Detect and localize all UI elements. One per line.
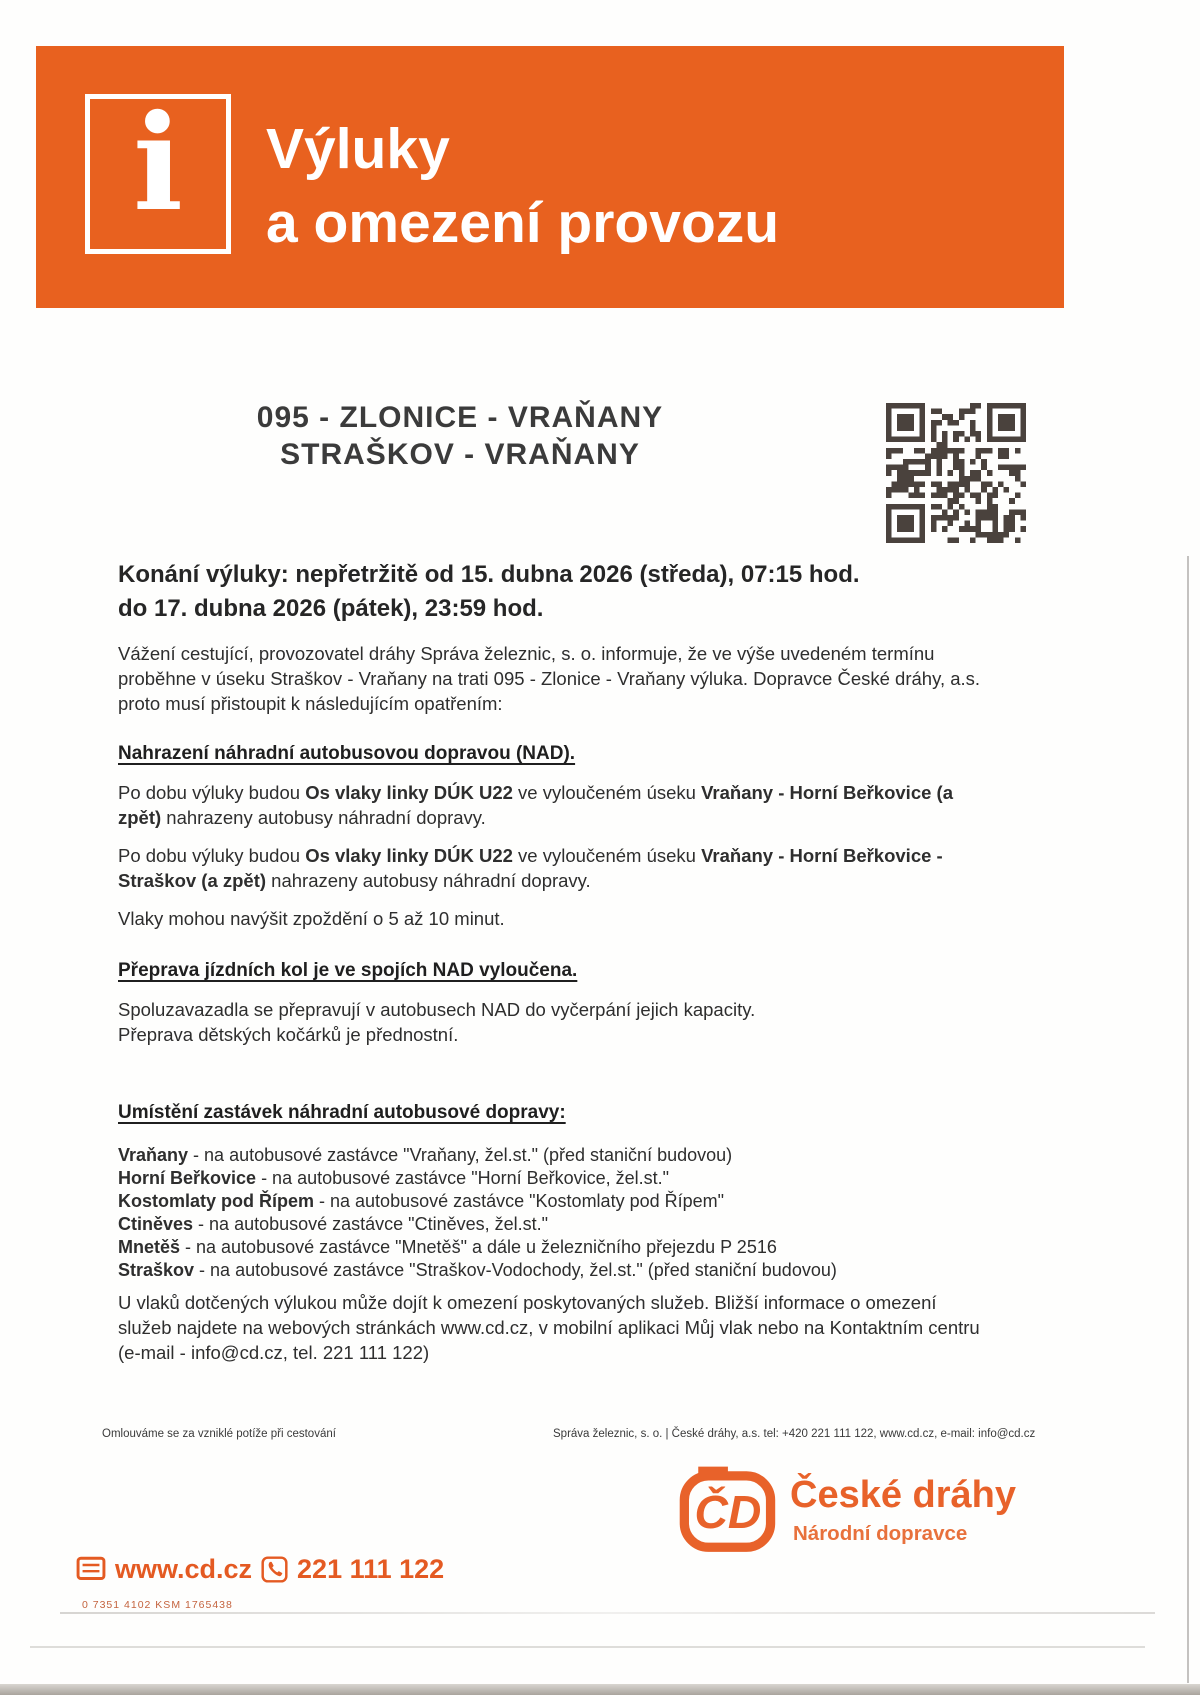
scan-artifact-line <box>60 1612 1155 1614</box>
footer-apology: Omlouváme se za vzniklé potíže při cestování <box>102 1428 336 1440</box>
info-icon: i <box>85 94 231 254</box>
scan-artifact-line <box>30 1646 1145 1648</box>
nad-paragraph-2: Po dobu výluky budou Os vlaky linky DÚK U22 ve vyloučeném úseku Vraňany - Horní Beřkovice - Straškov (a zpět) nahrazeny autobusy náhradní dopravy. <box>118 845 943 891</box>
bikes-paragraph: Spoluzavazadla se přepravují v autobusech NAD do vyčerpání jejich kapacity. Přeprava dětských kočárků je přednostní. <box>118 999 756 1045</box>
qr-code-svg <box>886 398 1026 548</box>
banner-title-line2: a omezení provozu <box>266 191 780 255</box>
qr-code <box>886 398 1026 548</box>
svg-text:ČD: ČD <box>694 1485 762 1538</box>
print-code: 0 7351 4102 KSM 1765438 <box>82 1599 233 1611</box>
brand-tagline: Národní dopravce <box>793 1522 968 1545</box>
contact-web: www.cd.cz <box>115 1554 253 1584</box>
section-heading-nad: Nahrazení náhradní autobusovou dopravou (NAD). <box>118 743 576 764</box>
phone-icon <box>261 1556 288 1583</box>
cd-logo-icon <box>676 1462 778 1560</box>
scan-artifact-bottom-edge <box>0 1684 1200 1695</box>
header-banner <box>36 46 1064 308</box>
section-heading-bikes: Přeprava jízdních kol je ve spojích NAD vyloučena. <box>118 960 578 981</box>
banner-title-line1: Výluky <box>266 117 450 181</box>
route-title-line1: 095 - ZLONICE - VRAŇANY <box>256 401 664 434</box>
schedule-heading: Konání výluky: nepřetržitě od 15. dubna 2026 (středa), 07:15 hod. do 17. dubna 2026 (pátek), 23:59 hod. <box>118 561 860 622</box>
intro-paragraph: Vážení cestující, provozovatel dráhy Správa železnic, s. o. informuje, že ve výše uvedeném termínu proběhne v úseku Straškov - Vraňany na trati 095 - Zlonice - Vraňany výluka. Dopravce České dráhy, a.s. proto musí přistoupit k následujícím opatřením: <box>118 643 981 714</box>
scan-artifact-edge <box>1187 556 1189 1683</box>
route-title-line2: STRAŠKOV - VRAŇANY <box>280 438 640 471</box>
section-heading-stops: Umístění zastávek náhradní autobusové dopravy: <box>118 1102 566 1123</box>
delay-note: Vlaky mohou navýšit zpoždění o 5 až 10 minut. <box>118 908 505 929</box>
monitor-icon <box>76 1556 106 1583</box>
contact-phone: 221 111 122 <box>297 1554 445 1584</box>
route-title <box>150 399 770 473</box>
brand-name: České dráhy <box>790 1474 1017 1516</box>
contact-bar <box>76 1554 444 1585</box>
footer-provider-line: Správa železnic, s. o. | České dráhy, a.s. tel: +420 221 111 122, www.cd.cz, e-mail: info@cd.cz <box>553 1428 1036 1440</box>
banner-title <box>266 112 779 260</box>
stops-list: Vraňany - na autobusové zastávce "Vraňany, žel.st." (před staniční budovou) Horní Beřkovice - na autobusové zastávce "Horní Beřkovice, žel.st." Kostomlaty pod Řípem - na autobusové zastávce "Kostomlaty pod Řípem" Ctiněves - na autobusové zastávce "Ctiněves, žel.st." Mnetěš - na autobusové zastávce "Mnetěš" a dále u železničního přejezdu P 2516 Straškov - na autobusové zastávce "Straškov-Vodochody, žel.st." (před staniční budovou) <box>118 1145 837 1280</box>
closing-paragraph: U vlaků dotčených výlukou může dojít k omezení poskytovaných služeb. Bližší informace o omezení služeb najdete na webových stránkách www.cd.cz, v mobilní aplikaci Můj vlak nebo na Kontaktním centru (e-mail - info@cd.cz, tel. 221 111 122) <box>118 1292 980 1363</box>
nad-paragraph-1: Po dobu výluky budou Os vlaky linky DÚK U22 ve vyloučeném úseku Vraňany - Horní Beřkovice (a zpět) nahrazeny autobusy náhradní dopravy. <box>118 782 953 828</box>
